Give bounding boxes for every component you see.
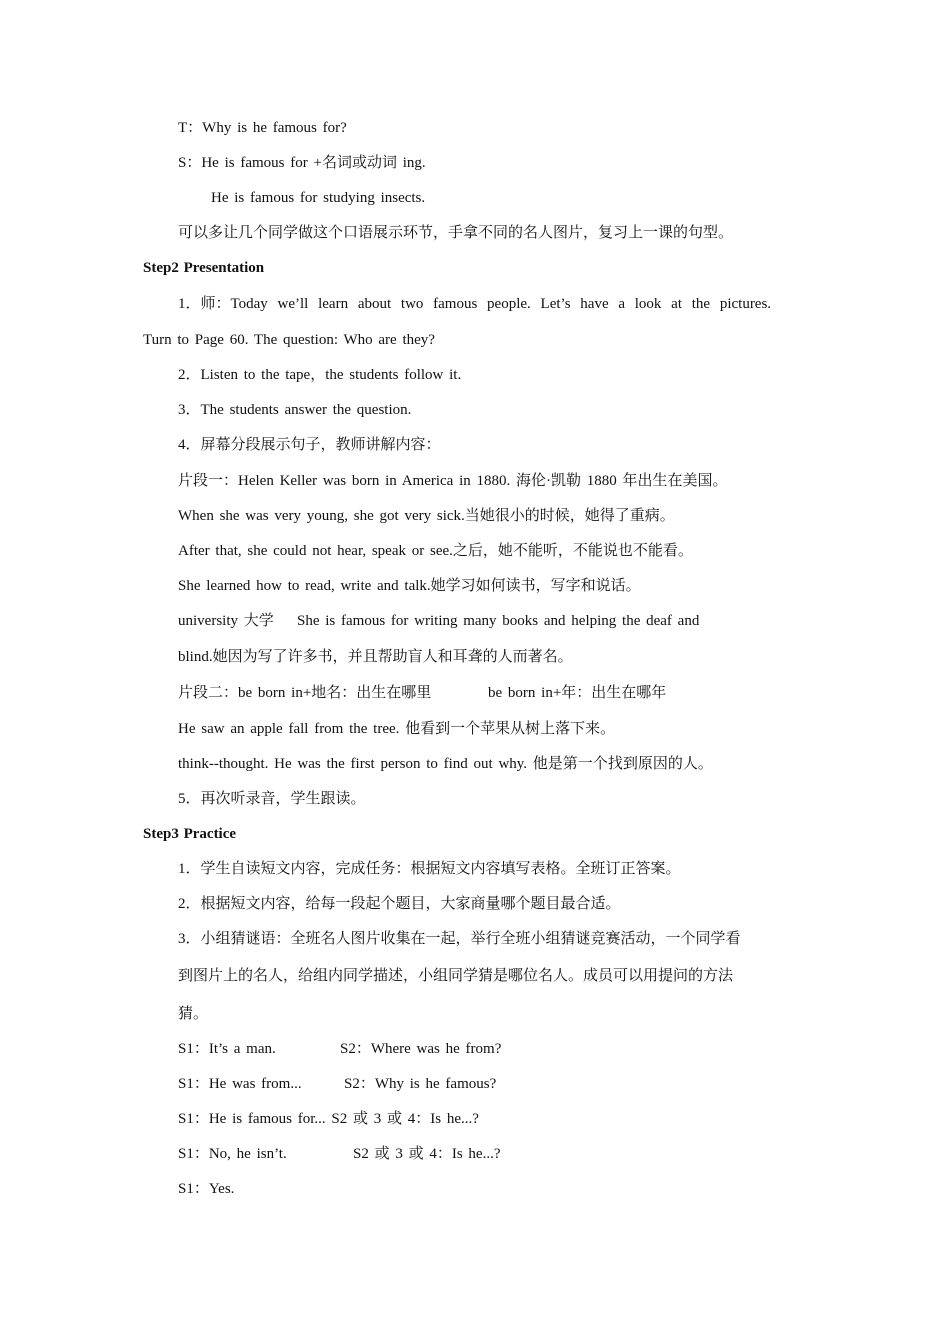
presentation-item-2: 2．Listen to the tape，the students follow it. (178, 367, 462, 383)
presentation-item-1-cont: Turn to Page 60. The question: Who are they? (143, 332, 435, 348)
dialogue-s1-line-1: S1：It’s a man. (178, 1041, 276, 1057)
step3-heading: Step3 Practice (143, 826, 237, 842)
segment-1-line-1: 片段一：Helen Keller was born in America in 1880. 海伦·凯勒 1880 年出生在美国。 (178, 473, 728, 489)
practice-item-2: 2．根据短文内容，给每一段起个题目，大家商量哪个题目最合适。 (178, 896, 621, 912)
segment-1-line-4: She learned how to read, write and talk.她学习如何读书，写字和说话。 (178, 578, 641, 594)
dialogue-s2-line-2: S2：Why is he famous? (344, 1076, 497, 1092)
practice-item-1: 1．学生自读短文内容，完成任务：根据短文内容填写表格。全班订正答案。 (178, 861, 681, 877)
presentation-item-4: 4．屏幕分段展示句子，教师讲解内容： (178, 437, 441, 453)
dialogue-line-3: S1：He is famous for... S2 或 3 或 4：Is he...? (178, 1111, 479, 1127)
dialogue-student-pattern: S：He is famous for +名词或动词 ing. (178, 155, 426, 171)
segment-2-phrase-year: be born in+年：出生在哪年 (488, 685, 667, 701)
dialogue-s1-line-2: S1：He was from... (178, 1076, 302, 1092)
presentation-item-3: 3．The students answer the question. (178, 402, 412, 418)
segment-1-line-3: After that, she could not hear, speak or see.之后，她不能听，不能说也不能看。 (178, 543, 693, 559)
practice-item-3: 3．小组猜谜语：全班名人图片收集在一起，举行全班小组猜谜竞赛活动，一个同学看 (178, 931, 741, 947)
dialogue-s1-line-4: S1：No, he isn’t. (178, 1146, 287, 1162)
presentation-item-1: 1．师：Today we’ll learn about two famous people. Let’s have a look at the pictures. (178, 296, 772, 312)
vocab-university: university 大学 (178, 613, 274, 629)
practice-item-3-cont-1: 到图片上的名人，给组内同学描述，小组同学猜是哪位名人。成员可以用提问的方法 (178, 968, 734, 984)
practice-item-3-cont-2: 猜。 (178, 1006, 209, 1022)
dialogue-s1-line-5: S1：Yes. (178, 1181, 235, 1197)
segment-2-line-2: think--thought. He was the first person to find out why. 他是第一个找到原因的人。 (178, 756, 713, 772)
example-sentence: He is famous for studying insects. (211, 190, 426, 206)
segment-1-line-6: blind.她因为写了许多书，并且帮助盲人和耳聋的人而著名。 (178, 649, 573, 665)
step2-heading: Step2 Presentation (143, 260, 265, 276)
segment-1-line-5: She is famous for writing many books and helping the deaf and (297, 613, 700, 629)
dialogue-s2-line-1: S2：Where was he from? (340, 1041, 502, 1057)
segment-2-line-1: He saw an apple fall from the tree. 他看到一个苹果从树上落下来。 (178, 721, 616, 737)
presentation-item-5: 5．再次听录音，学生跟读。 (178, 791, 366, 807)
segment-2-phrase-place: 片段二：be born in+地名：出生在哪里 (178, 685, 432, 701)
dialogue-teacher-question: T：Why is he famous for? (178, 120, 347, 136)
segment-1-line-2: When she was very young, she got very sick.当她很小的时候，她得了重病。 (178, 508, 675, 524)
dialogue-s2-line-4: S2 或 3 或 4：Is he...? (353, 1146, 501, 1162)
teaching-note: 可以多让几个同学做这个口语展示环节，手拿不同的名人图片，复习上一课的句型。 (178, 225, 734, 241)
